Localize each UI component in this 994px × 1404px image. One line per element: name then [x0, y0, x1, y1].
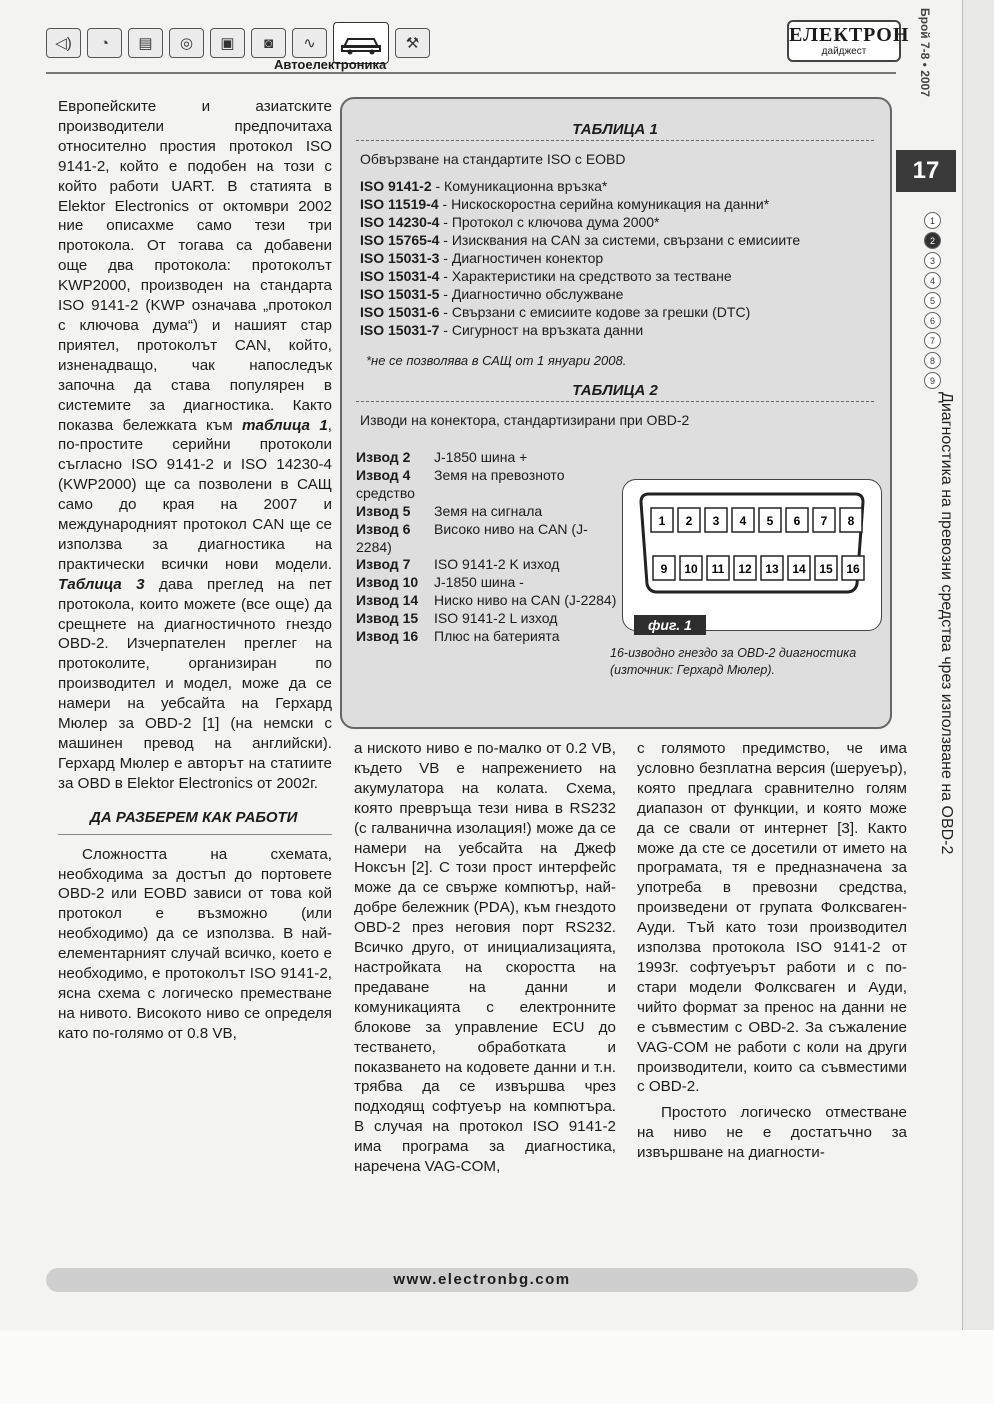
logo-sub: дайджест — [821, 46, 867, 57]
news-icon[interactable]: ▤ — [128, 28, 163, 58]
connector-pin — [705, 508, 727, 532]
pin-number: 14 — [792, 562, 806, 576]
standard-desc: - Изисквания на CAN за системи, свързани с емисиите — [439, 232, 801, 248]
standard-code: ISO 14230-4 — [360, 214, 440, 230]
paragraph: а ниското ниво е по-малко от 0.2 VB, където VB е напрежението на акумулатора на колата. Схема, която превръща тези нива в RS232 (с галванична изолация!) може да се намери на уебсайта на Джеф Ноксън [2]. С този прост интерфейс може да се свърже компютър, най-добре бележник (PDA), към гнездото OBD-2 през неговия порт RS232. Всичко друго, от инициализацията, настройката на скоростта на предаване на данни и комуникацията с електронните блокове за управление ECU до тестването, обработката и показването на кодовете данни и т.н. трябва да се извършва чрез подходящ софтуеър на компютъра. В случая на протокол ISO 9141-2 има програма за диагностика, наречена VAG-COM, — [354, 740, 616, 1176]
table-1-row — [360, 213, 874, 231]
table-1-row — [360, 267, 874, 285]
pin-row — [356, 503, 618, 521]
pin-label: Извод 2 — [356, 449, 411, 465]
table-1-row — [360, 321, 874, 339]
table-1-row — [360, 303, 874, 321]
part-marker[interactable]: 8 — [924, 352, 941, 369]
car-shape — [340, 31, 382, 55]
pin-row — [356, 449, 618, 467]
article-parts — [924, 212, 941, 389]
graph-icon[interactable]: ∿ — [292, 28, 327, 58]
globe-icon[interactable]: ◎ — [169, 28, 204, 58]
pin-label: Извод 5 — [356, 502, 411, 519]
connector-pin — [815, 556, 837, 580]
pin-number: 7 — [820, 514, 828, 528]
section-title: Автоелектроника — [274, 57, 387, 72]
table-1-row — [360, 249, 874, 267]
pin-number: 2 — [685, 514, 693, 528]
standard-code: ISO 15031-4 — [360, 268, 440, 284]
pin-desc: ISO 9141-2 K изход — [434, 556, 560, 573]
right-column — [637, 739, 907, 1169]
pin-number: 1 — [658, 514, 666, 528]
standard-code: ISO 9141-2 — [360, 178, 432, 194]
pin-desc: Ниско ниво на CAN (J-2284) — [434, 592, 617, 609]
connector-pin — [786, 508, 808, 532]
header-divider — [46, 72, 896, 74]
pin-number: 9 — [660, 562, 668, 576]
tools-icon[interactable]: ⚒ — [395, 28, 430, 58]
pin-number: 4 — [739, 514, 747, 528]
pin-number: 15 — [819, 562, 833, 576]
text-bold: Таблица 3 — [58, 575, 145, 593]
standard-desc: - Диагностично обслужване — [439, 286, 624, 302]
paragraph — [58, 97, 332, 794]
pin-row — [356, 592, 618, 610]
magazine-logo — [787, 20, 910, 62]
standard-code: ISO 15031-6 — [360, 304, 440, 320]
pin-number: 8 — [847, 514, 855, 528]
connector-pin — [653, 556, 675, 580]
gauge-icon[interactable]: ◔ — [87, 28, 122, 58]
pin-desc: Земя на превозното средство — [356, 466, 565, 501]
connector-drawing — [623, 480, 881, 630]
figure-label: фиг. 1 — [634, 615, 706, 635]
connector-pin — [813, 508, 835, 532]
connector-pin — [707, 556, 729, 580]
connector-pin — [734, 556, 756, 580]
table-2-title: ТАБЛИЦА 2 — [356, 376, 874, 402]
pin-row — [356, 574, 618, 592]
standard-code: ISO 15031-7 — [360, 322, 440, 338]
part-marker[interactable]: 6 — [924, 312, 941, 329]
pin-number: 16 — [846, 562, 860, 576]
pin-number: 13 — [765, 562, 779, 576]
subheading: ДА РАЗБЕРЕМ КАК РАБОТИ — [58, 800, 332, 835]
tables-box — [340, 97, 892, 729]
pin-number: 6 — [793, 514, 801, 528]
pin-row — [356, 521, 618, 557]
table-1-note: *не се позволява в САЩ от 1 януари 2008. — [366, 353, 627, 368]
connector-pin — [759, 508, 781, 532]
footer-url[interactable]: www.electronbg.com — [46, 1268, 918, 1292]
standard-desc: - Комуникационна връзка* — [431, 178, 608, 194]
connector-pin — [761, 556, 783, 580]
table-1-row — [360, 195, 874, 213]
text-run: Европейските и азиатските производители предпочитаха относително простия протокол ISO 9141-2, който е подобен на този с който работи UART. В статията в Elektor Electronics от октомври 2002 ние описахме само тези три протокола. От тогава са добавени още два протокола: протоколът KWP2000, производен на стандарта ISO 9141-2 (KWP означава „протокол с ключова дума“) и нашият стар приятел, протоколът CAN, който, изненадващо, чак напоследък започна да става популярен в системите за диагностика. Както показва бележката към — [58, 98, 332, 434]
pin-label: Извод 7 — [356, 556, 411, 573]
paragraph: с голямото предимство, че има условно безплатна версия (шеруеър), която предлага сравнително голям диапазон от функции, и която може да се свали от интернет [3]. Както може да сте се досетили от името на програмата, тя е предназначена за употреба в превозни средства, произведени от групата Фолксваген-Ауди. Тъй като този производител използва протокола ISO 9141-2 от 1993г. софтуеърът работи и с по-стари модели Фолксваген и Ауди, чийто формат за пренос на данни не е съвместим с OBD-2. За съжаление VAG-COM не работи с коли на други производители, които са съвместими с OBD-2. — [637, 740, 907, 1096]
connector-pin — [680, 556, 702, 580]
part-marker-active[interactable]: 2 — [924, 232, 941, 249]
standard-code: ISO 11519-4 — [360, 196, 439, 212]
standard-desc: - Нискоскоростна серийна комуникация на данни* — [438, 196, 770, 212]
pin-label: Извод 14 — [356, 592, 419, 609]
text-run: , по-простите серийни протоколи съгласно ISO 9141-2 и ISO 14230-4 (KWP2000) ще са позволени в САЩ само до края на 2007 и международният протокол CAN ще се използва за диагностика на практически всички нови модели. — [58, 416, 333, 573]
part-marker[interactable]: 7 — [924, 332, 941, 349]
figure-caption: 16-изводно гнездо за OBD-2 диагностика (източник: Герхард Мюлер). — [610, 646, 857, 677]
table-1-rows — [356, 177, 874, 339]
page-number: 17 — [896, 150, 956, 192]
pin-number: 10 — [684, 562, 698, 576]
connector-pin — [678, 508, 700, 532]
pin-desc: J-1850 шина + — [434, 449, 528, 465]
pin-desc: J-1850 шина - — [434, 574, 524, 591]
left-column — [58, 97, 332, 1050]
connector-pin — [732, 508, 754, 532]
chip-icon[interactable]: ▣ — [210, 28, 245, 58]
pin-label: Извод 15 — [356, 610, 419, 627]
table-1-intro: Обвързване на стандартите ISO с EOBD — [360, 151, 626, 167]
part-marker[interactable]: 1 — [924, 212, 941, 229]
pin-desc: Високо ниво на CAN (J-2284) — [356, 520, 588, 555]
pin-number: 11 — [711, 562, 725, 576]
pin-row — [356, 610, 618, 628]
pin-label: Извод 16 — [356, 628, 419, 645]
pin-desc: ISO 9141-2 L изход — [434, 610, 558, 627]
connector-pin — [840, 508, 862, 532]
pin-row — [356, 556, 618, 574]
table-2-pins — [356, 449, 618, 646]
logo-main: ЕЛЕКТРОН — [789, 24, 910, 46]
vertical-article-title: Диагностика на превозни средства чрез използване на OBD-2 — [938, 392, 955, 855]
pin-label: Извод 10 — [356, 574, 419, 591]
standard-code: ISO 15765-4 — [360, 232, 440, 248]
connector-pin — [788, 556, 810, 580]
part-marker[interactable]: 3 — [924, 252, 941, 269]
pin-label: Извод 6 — [356, 520, 411, 537]
paragraph: Сложността на схемата, необходима за достъп до портовете OBD-2 или EOBD зависи от това кой протокол е възможно (или необходимо) да се използва. В най-елементарният случай всичко, което е необходимо, е протоколът ISO 9141-2, ясна схема с логическо преместване на нивото. Високото ниво се определя като по-голямо от 0.8 VB, — [58, 845, 332, 1042]
standard-code: ISO 15031-5 — [360, 286, 440, 302]
issue-label: Брой 7-8 • 2007 — [918, 8, 932, 97]
page-edge — [962, 0, 994, 1330]
scan-margin — [0, 1330, 994, 1404]
text-bold: таблица 1 — [242, 416, 328, 434]
pin-desc: Земя на сигнала — [434, 502, 543, 519]
part-marker[interactable]: 9 — [924, 372, 941, 389]
pin-row — [356, 467, 618, 503]
pin-number: 5 — [766, 514, 774, 528]
pin-desc: Плюс на батерията — [434, 628, 560, 645]
table-1 — [356, 109, 874, 438]
obd2-connector-figure — [622, 479, 882, 631]
standard-desc: - Свързани с емисиите кодове за грешки (DTC) — [439, 304, 751, 320]
table-1-row — [360, 285, 874, 303]
part-marker[interactable]: 4 — [924, 272, 941, 289]
table-2-intro: Изводи на конектора, стандартизирани при OBD-2 — [360, 412, 690, 428]
speaker-icon[interactable]: ◁) — [46, 28, 81, 58]
standard-desc: - Диагностичен конектор — [439, 250, 604, 266]
middle-column — [354, 739, 616, 1183]
standard-desc: - Характеристики на средството за тестване — [439, 268, 732, 284]
pin-number: 12 — [738, 562, 752, 576]
pin-row — [356, 628, 618, 646]
text-run: дава преглед на пет протокола, които можете (все още) да срещнете на диагностичното гнездо OBD-2. Изчерпателен преглег на протоколите, организиран по производител и модел, може да се намери на уебсайта на Герхард Мюлер за OBD-2 [1] (на немски с машинен превод на английски). Герхард Мюлер е авторът на статиите за OBD в Elektor Electronics от 2002г. — [58, 575, 332, 792]
standard-desc: - Протокол с ключова дума 2000* — [439, 214, 660, 230]
table-1-row — [360, 231, 874, 249]
connector-pin — [842, 556, 864, 580]
camera-icon[interactable]: ◙ — [251, 28, 286, 58]
standard-code: ISO 15031-3 — [360, 250, 440, 266]
pin-number: 3 — [712, 514, 720, 528]
table-1-row — [360, 177, 874, 195]
paragraph: Простото логическо отместване на ниво не е достатъчно за извършване на диагности- — [637, 1104, 907, 1162]
table-1-title: ТАБЛИЦА 1 — [356, 109, 874, 141]
pin-label: Извод 4 — [356, 466, 411, 483]
connector-pin — [651, 508, 673, 532]
standard-desc: - Сигурност на връзката данни — [439, 322, 644, 338]
part-marker[interactable]: 5 — [924, 292, 941, 309]
